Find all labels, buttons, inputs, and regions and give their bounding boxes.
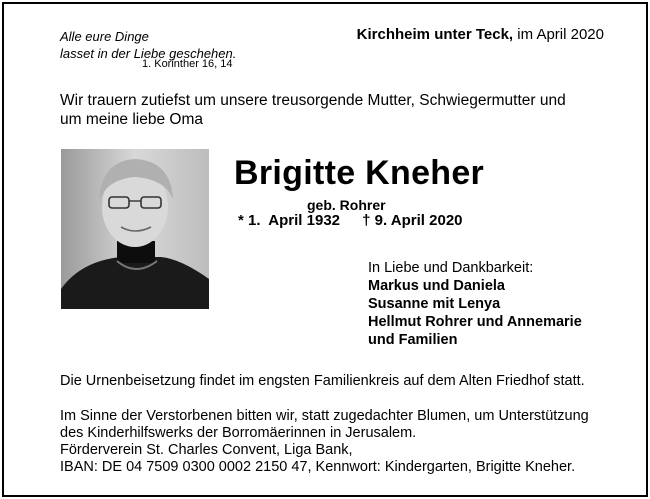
bible-quote: [60, 28, 236, 62]
intro-line-1: Wir trauern zutiefst um unsere treusorgende Mutter, Schwiegermutter und: [60, 92, 566, 109]
birth-date: * 1. April 1932: [238, 212, 340, 229]
intro-line-2: um meine liebe Oma: [60, 111, 204, 128]
quote-reference: 1. Korinther 16, 14: [142, 58, 233, 70]
donation-request: [60, 408, 589, 476]
quote-line-1: Alle eure Dinge: [60, 29, 149, 44]
deceased-name: Brigitte Kneher: [234, 154, 485, 192]
donation-line-2: des Kinderhilfswerks der Borromäerinnen in Jerusalem.: [60, 425, 417, 441]
intro-text: [60, 91, 566, 129]
death-date: † 9. April 2020: [362, 212, 463, 229]
mourner-name: Susanne mit Lenya: [368, 296, 501, 312]
mourner-name: und Familien: [368, 332, 458, 348]
date: im April 2020: [517, 26, 604, 43]
portrait-image: [61, 149, 209, 309]
donation-line-1: Im Sinne der Verstorbenen bitten wir, statt zugedachter Blumen, um Unterstützung: [60, 408, 589, 424]
mourners-lead: In Liebe und Dankbarkeit:: [368, 260, 534, 276]
place-date: [357, 26, 604, 43]
portrait-photo: [61, 149, 209, 309]
donation-line-3: Förderverein St. Charles Convent, Liga Bank,: [60, 442, 353, 458]
birth-name: geb. Rohrer: [307, 197, 386, 213]
place: Kirchheim unter Teck,: [356, 26, 514, 43]
donation-line-4: IBAN: DE 04 7509 0300 0002 2150 47, Kennwort: Kindergarten, Brigitte Kneher.: [60, 459, 576, 475]
burial-notice: Die Urnenbeisetzung findet im engsten Familienkreis auf dem Alten Friedhof statt.: [60, 373, 585, 389]
mourner-name: Markus und Daniela: [368, 278, 505, 294]
mourner-name: Hellmut Rohrer und Annemarie: [368, 314, 582, 330]
quote-line-2: lasset in der Liebe geschehen.: [60, 46, 237, 61]
mourners-block: [368, 259, 582, 349]
life-dates: [238, 212, 463, 229]
